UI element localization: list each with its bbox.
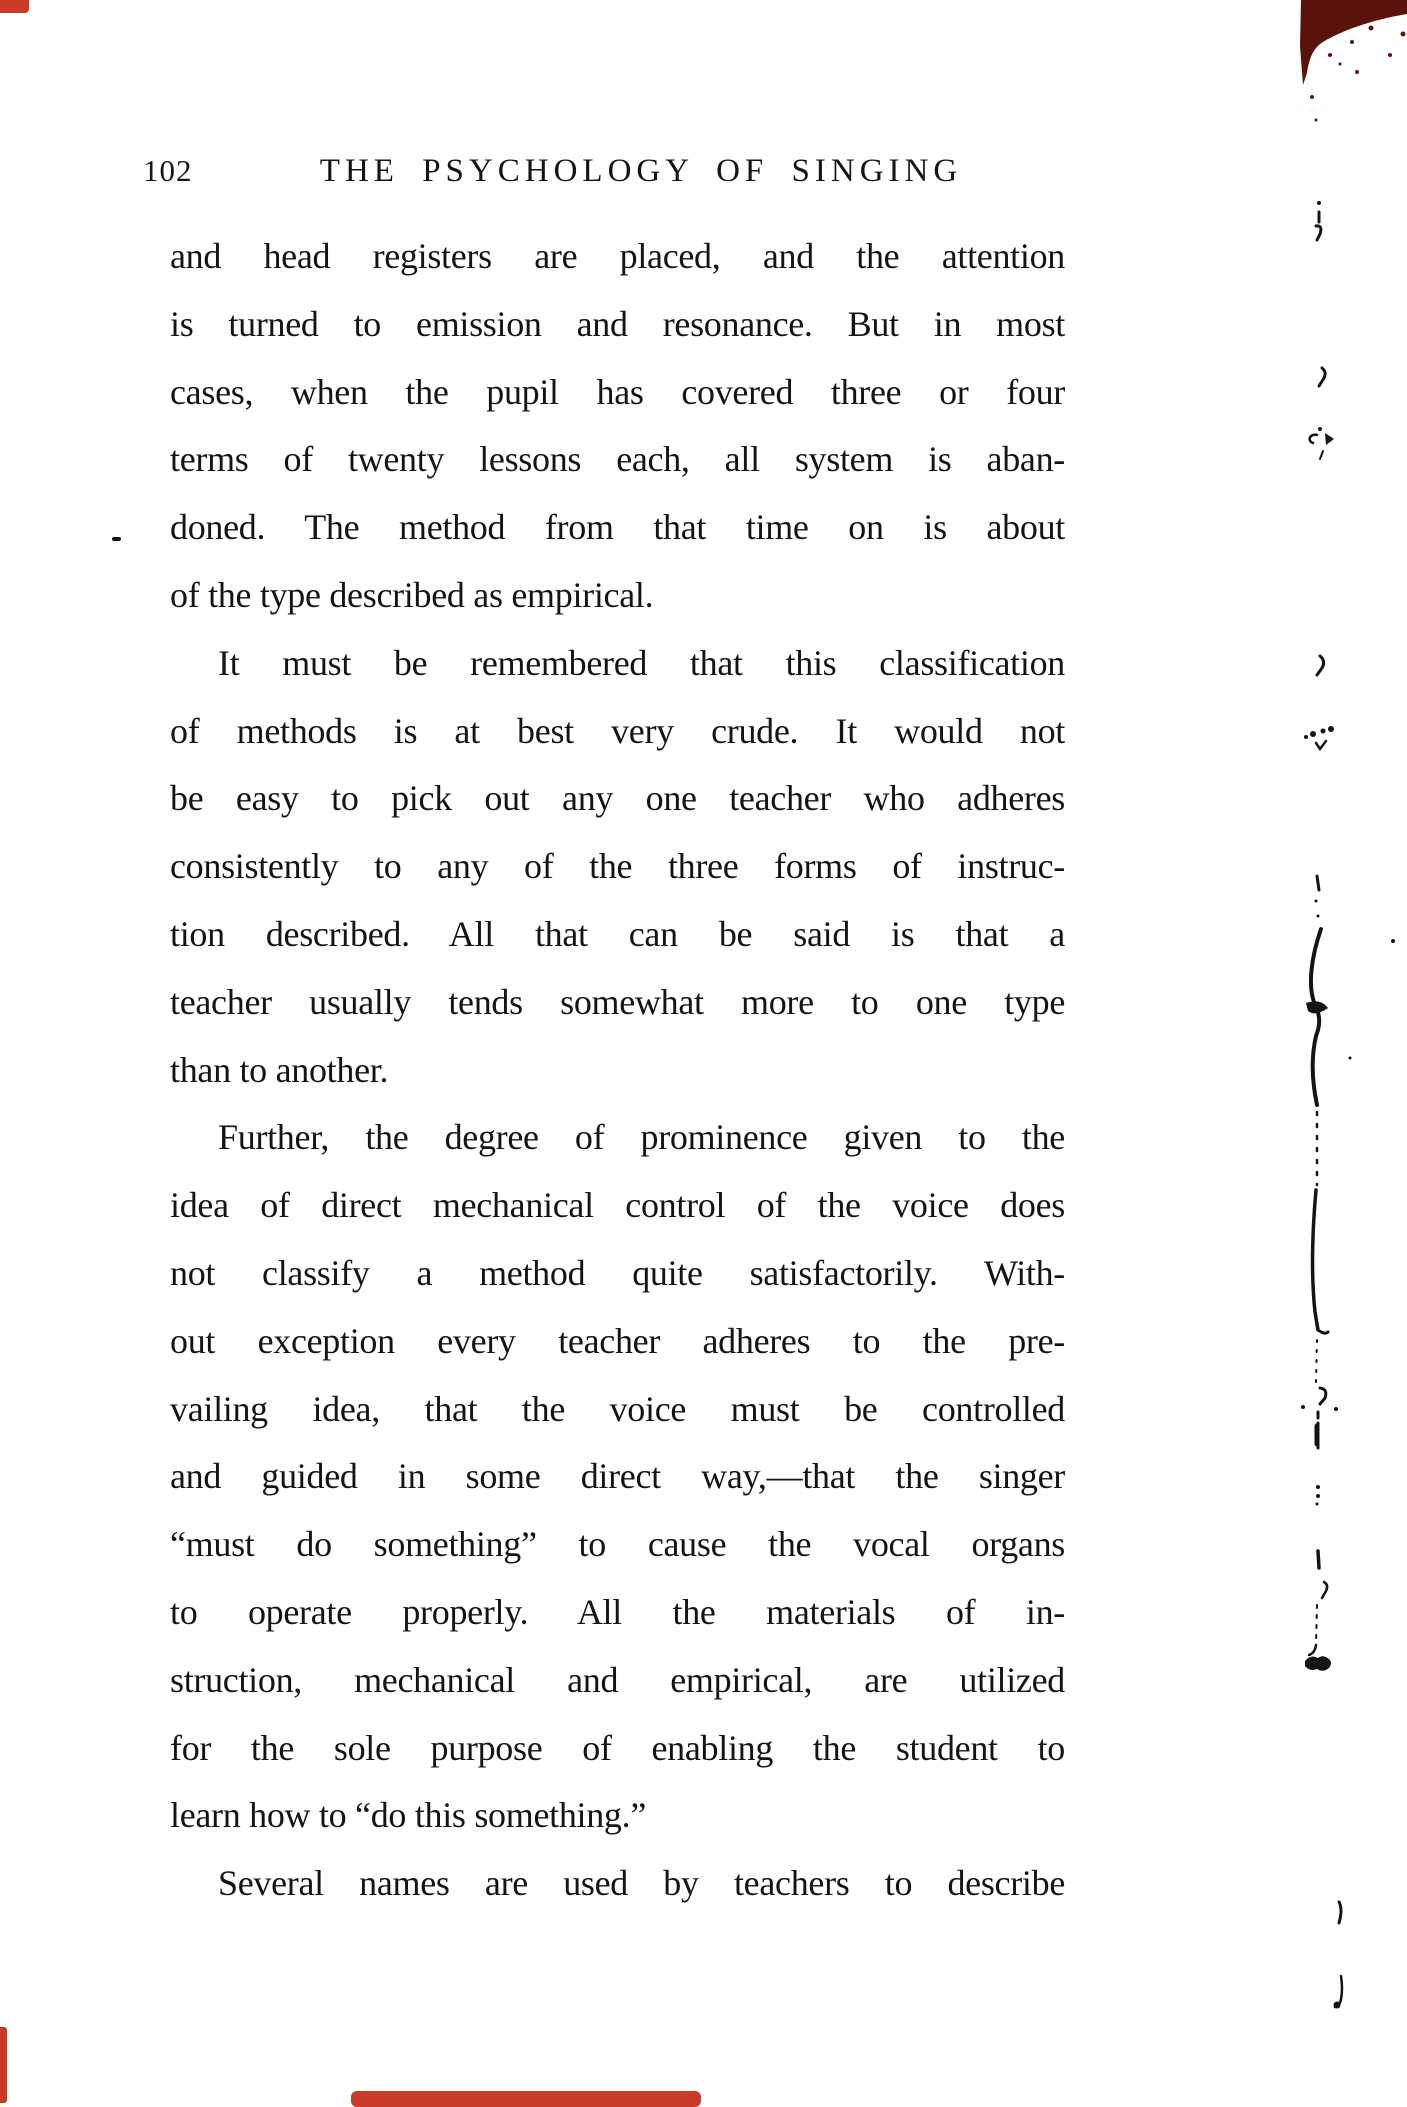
page-number: 102 bbox=[143, 153, 193, 188]
body-line: consistently to any of the three forms of instruc- bbox=[170, 846, 1065, 887]
body-text-block bbox=[170, 223, 1065, 1918]
body-line: teacher usually tends somewhat more to one type bbox=[170, 981, 1065, 1022]
body-line: and head registers are placed, and the attention bbox=[170, 236, 1065, 276]
body-line-paragraph-end: learn how to “do this something.” bbox=[170, 1795, 647, 1836]
body-line-paragraph-start: Several names are used by teachers to describe bbox=[218, 1863, 1065, 1904]
red-edge-mark-bottom-left bbox=[0, 2027, 7, 2103]
body-line: and guided in some direct way,—that the singer bbox=[170, 1456, 1065, 1497]
body-line: terms of twenty lessons each, all system is aban- bbox=[170, 439, 1065, 480]
margin-pen-marks bbox=[1301, 201, 1395, 2009]
body-line: struction, mechanical and empirical, are utilized bbox=[170, 1659, 1065, 1700]
body-line-paragraph-start: It must be remembered that this classification bbox=[218, 642, 1065, 683]
red-edge-mark-top-left bbox=[0, 0, 29, 13]
body-line-paragraph-end: of the type described as empirical. bbox=[170, 574, 654, 615]
body-line: “must do something” to cause the vocal organs bbox=[170, 1524, 1065, 1565]
running-head bbox=[0, 153, 1407, 193]
body-line: out exception every teacher adheres to the pre- bbox=[170, 1320, 1065, 1361]
body-line: tion described. All that can be said is that a bbox=[170, 913, 1065, 954]
stray-ink-dash bbox=[112, 537, 121, 541]
body-line: is turned to emission and resonance. But in most bbox=[170, 303, 1065, 344]
body-line: of methods is at best very crude. It would not bbox=[170, 710, 1065, 751]
body-line: idea of direct mechanical control of the voice does bbox=[170, 1185, 1065, 1226]
body-line-paragraph-start: Further, the degree of prominence given to the bbox=[218, 1117, 1065, 1158]
corner-fold-wedge bbox=[1300, 0, 1407, 122]
body-line: for the sole purpose of enabling the student to bbox=[170, 1727, 1065, 1768]
red-edge-mark-bottom-bar bbox=[351, 2091, 701, 2107]
body-line: vailing idea, that the voice must be controlled bbox=[170, 1388, 1065, 1429]
body-line: be easy to pick out any one teacher who adheres bbox=[170, 778, 1065, 819]
body-line: not classify a method quite satisfactorily. With- bbox=[170, 1252, 1065, 1293]
body-line: to operate properly. All the materials of in- bbox=[170, 1591, 1065, 1632]
running-title: THE PSYCHOLOGY OF SINGING bbox=[319, 153, 963, 189]
body-line: doned. The method from that time on is about bbox=[170, 507, 1065, 548]
body-line-paragraph-end: than to another. bbox=[170, 1049, 389, 1090]
body-line: cases, when the pupil has covered three or four bbox=[170, 371, 1065, 412]
